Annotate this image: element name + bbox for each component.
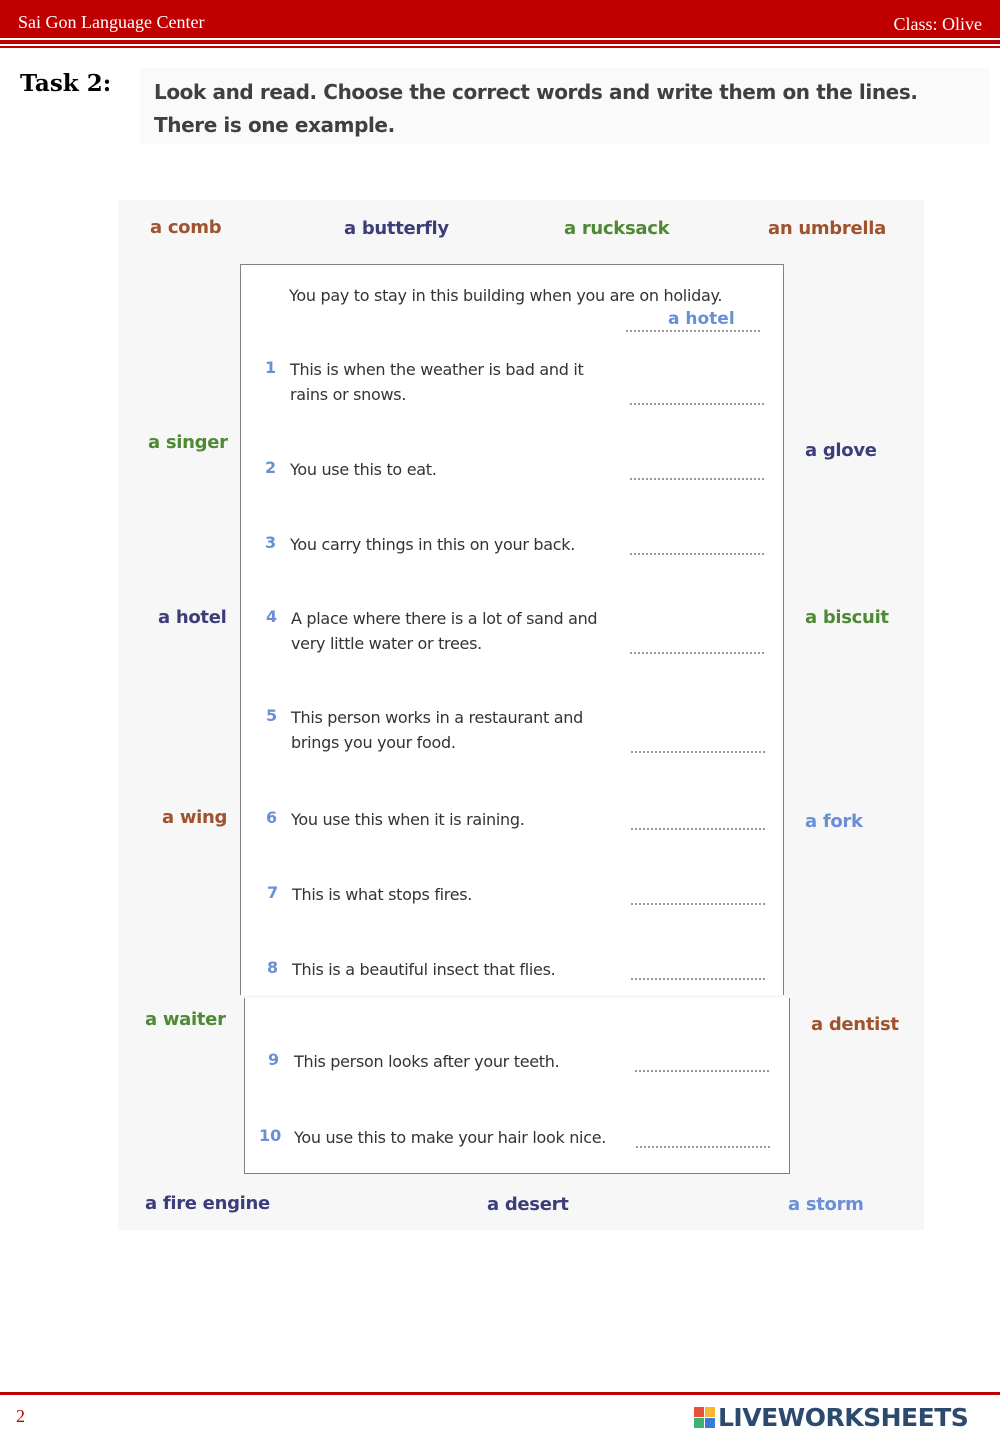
question-5-line-2: brings you your food.	[291, 733, 456, 752]
word-comb[interactable]: a comb	[150, 217, 222, 238]
liveworksheets-logo-icon	[694, 1407, 716, 1429]
question-3-line-1: You carry things in this on your back.	[290, 535, 576, 554]
question-1-line-1: This is when the weather is bad and it	[290, 360, 584, 379]
question-number-2: 2	[265, 458, 277, 477]
question-9-line-1: This person looks after your teeth.	[294, 1052, 560, 1071]
answer-line-3[interactable]	[630, 553, 764, 555]
question-number-6: 6	[266, 808, 278, 827]
word-dentist[interactable]: a dentist	[811, 1014, 899, 1035]
page-number: 2	[16, 1406, 25, 1426]
question-6-line-1: You use this when it is raining.	[291, 810, 525, 829]
page-header	[0, 0, 1000, 38]
question-4-line-1: A place where there is a lot of sand and	[291, 609, 598, 628]
question-number-3: 3	[265, 533, 277, 552]
question-10-line-1: You use this to make your hair look nice.	[294, 1128, 607, 1147]
answer-line-8[interactable]	[631, 978, 765, 980]
answer-line-1[interactable]	[630, 403, 764, 405]
question-number-4: 4	[266, 607, 278, 626]
example-text: You pay to stay in this building when you are on holiday.	[289, 286, 723, 305]
word-singer[interactable]: a singer	[148, 432, 228, 453]
word-desert[interactable]: a desert	[487, 1194, 569, 1215]
task-title: Task 2:	[20, 70, 112, 97]
answer-line-7[interactable]	[631, 903, 765, 905]
question-number-10: 10	[259, 1126, 282, 1145]
example-answer-line	[626, 330, 760, 332]
word-biscuit[interactable]: a biscuit	[805, 607, 889, 628]
word-rucksack[interactable]: a rucksack	[564, 218, 670, 239]
word-wing[interactable]: a wing	[162, 807, 228, 828]
question-1-line-2: rains or snows.	[290, 385, 407, 404]
question-2-line-1: You use this to eat.	[290, 460, 437, 479]
word-glove[interactable]: a glove	[805, 440, 877, 461]
answer-line-4[interactable]	[630, 652, 764, 654]
question-8-line-1: This is a beautiful insect that flies.	[292, 960, 556, 979]
word-hotel[interactable]: a hotel	[158, 607, 227, 628]
question-number-7: 7	[267, 883, 279, 902]
question-5-line-1: This person works in a restaurant and	[291, 708, 583, 727]
word-fire-engine[interactable]: a fire engine	[145, 1193, 270, 1214]
footer-divider	[0, 1392, 1000, 1395]
answer-line-6[interactable]	[631, 828, 765, 830]
center-name: Sai Gon Language Center	[18, 12, 205, 32]
word-umbrella[interactable]: an umbrella	[768, 218, 886, 239]
task-instructions	[140, 68, 990, 144]
header-divider	[0, 40, 1000, 44]
header-divider-thin	[0, 46, 1000, 48]
answer-line-10[interactable]	[636, 1146, 770, 1148]
word-butterfly[interactable]: a butterfly	[344, 218, 449, 239]
word-waiter[interactable]: a waiter	[145, 1009, 226, 1030]
example-answer: a hotel	[668, 309, 735, 329]
instruction-line-1: Look and read. Choose the correct words and write them on the lines.	[154, 80, 918, 104]
question-number-5: 5	[266, 706, 278, 725]
word-fork[interactable]: a fork	[805, 811, 863, 832]
answer-line-5[interactable]	[631, 751, 765, 753]
answer-line-2[interactable]	[630, 478, 764, 480]
class-label: Class: Olive	[893, 14, 982, 34]
question-number-8: 8	[267, 958, 279, 977]
liveworksheets-wordmark: LIVEWORKSHEETS	[718, 1403, 969, 1432]
question-4-line-2: very little water or trees.	[291, 634, 482, 653]
question-7-line-1: This is what stops fires.	[292, 885, 473, 904]
answer-line-9[interactable]	[635, 1070, 769, 1072]
question-number-9: 9	[268, 1050, 280, 1069]
instruction-line-2: There is one example.	[154, 113, 395, 137]
word-storm[interactable]: a storm	[788, 1194, 864, 1215]
question-number-1: 1	[265, 358, 277, 377]
